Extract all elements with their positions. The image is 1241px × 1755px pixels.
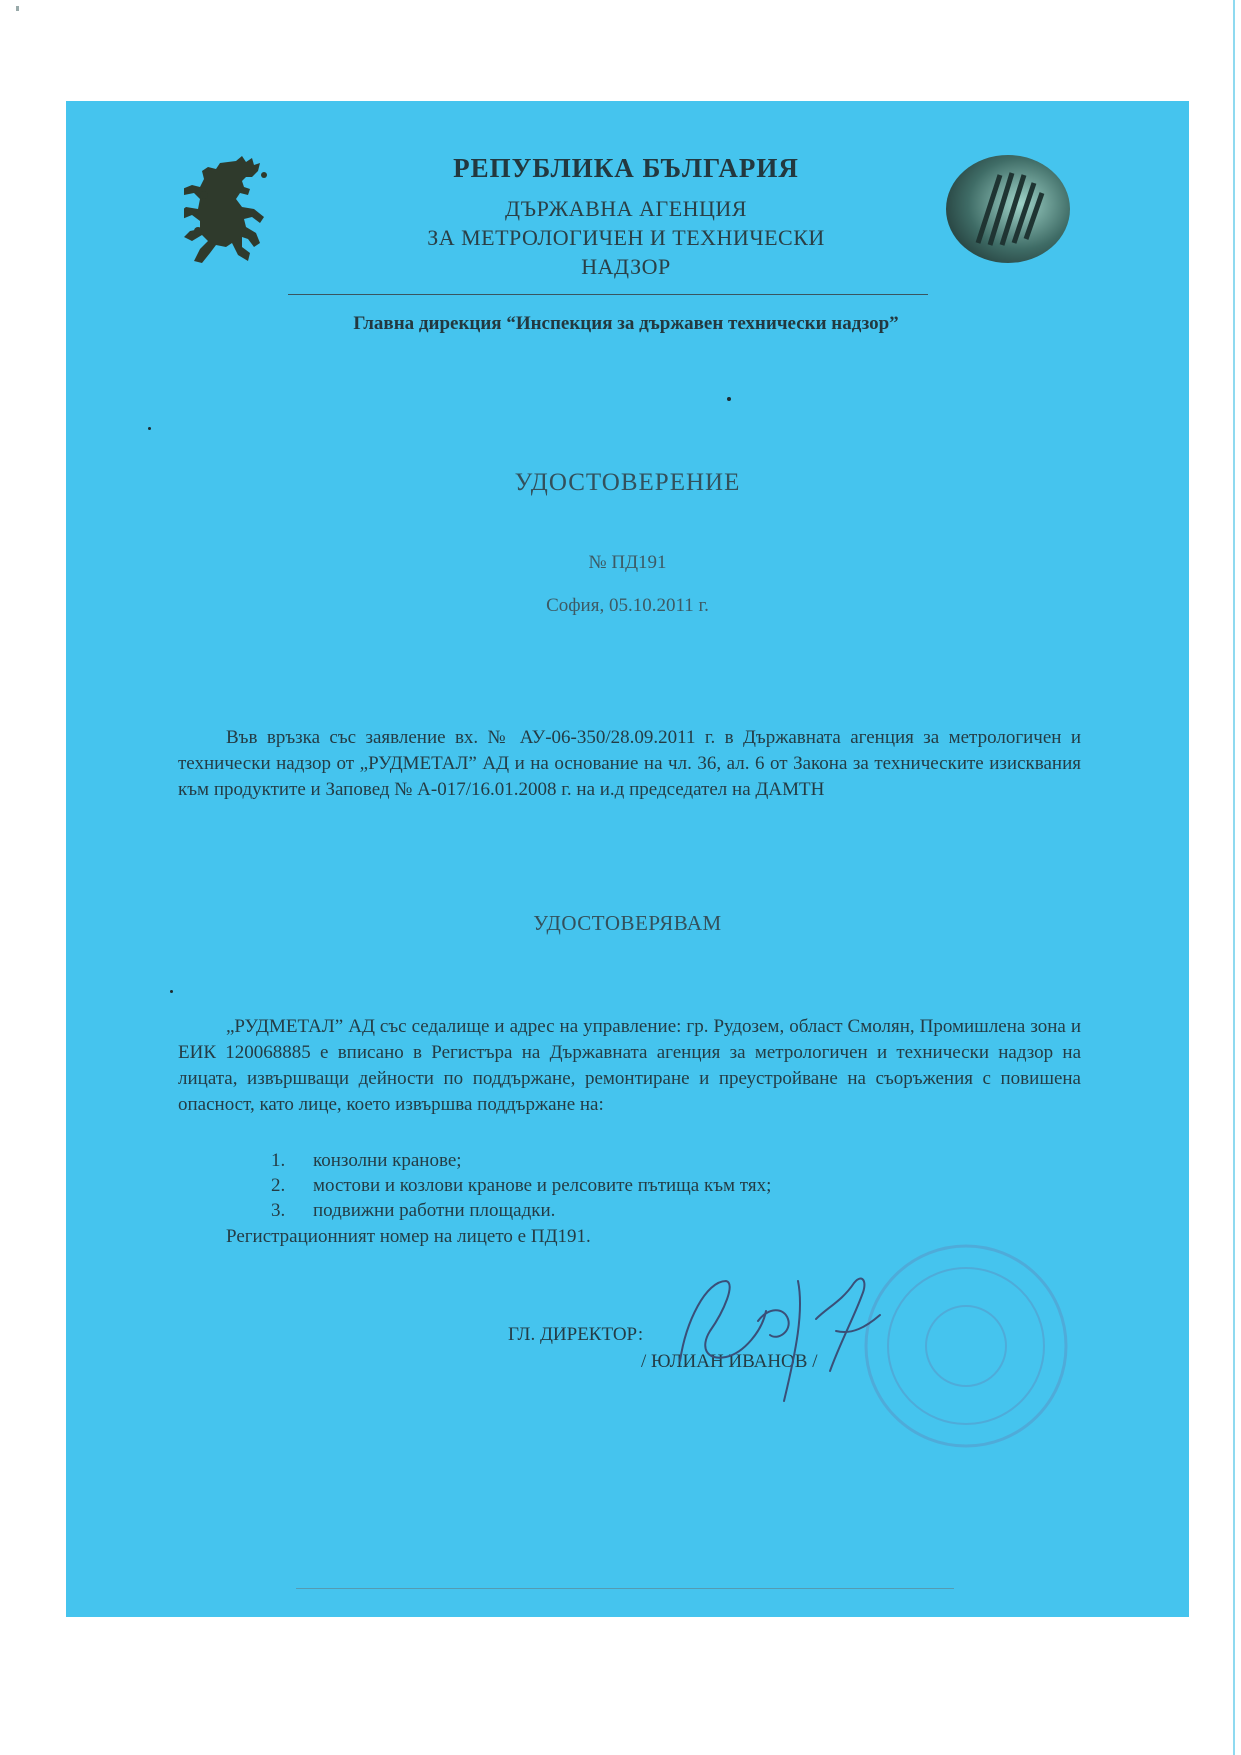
certificate-sheet: [66, 101, 1189, 1617]
list-item-text: конзолни кранове;: [313, 1150, 462, 1171]
statement-paragraph: „РУДМЕТАЛ” АД със седалище и адрес на управление: гр. Рудозем, област Смолян, Промишлена зона и ЕИК 120068885 е вписано в Регистъра на Държавната агенция за метрологичен и технически надзор на лицата, извършващи дейности по поддържане, ремонтиране и преустройване на съоръжения с повишена опасност, като лице, което извършва поддържане на:: [178, 1016, 1081, 1115]
list-item-number: 3.: [271, 1200, 286, 1221]
handwritten-signature-icon: [666, 1261, 896, 1411]
certificate-place-date: София, 05.10.2011 г.: [546, 595, 709, 616]
header-agency: [226, 194, 1026, 281]
signatory-title: ГЛ. ДИРЕКТОР:: [508, 1324, 644, 1345]
agency-line-2: ЗА МЕТРОЛОГИЧЕН И ТЕХНИЧЕСКИ: [427, 225, 825, 250]
header-divider: [288, 294, 928, 295]
list-item: [271, 1198, 771, 1223]
list-item-number: 2.: [271, 1175, 286, 1196]
certificate-title: УДОСТОВЕРЕНИЕ: [514, 469, 741, 496]
agency-line-3: НАДЗОР: [581, 254, 671, 279]
header-directorate: Главна дирекция “Инспекция за държавен технически надзор”: [353, 313, 899, 334]
scan-edge-line: [1233, 0, 1235, 1755]
activities-list: [271, 1148, 771, 1223]
agency-line-1: ДЪРЖАВНА АГЕНЦИЯ: [505, 196, 747, 221]
footer-divider: [296, 1588, 954, 1589]
list-item: [271, 1173, 771, 1198]
header-country: РЕПУБЛИКА БЪЛГАРИЯ: [453, 153, 799, 183]
certificate-number: № ПД191: [588, 552, 667, 573]
scan-speck: [170, 990, 173, 993]
scan-artifact: [16, 6, 19, 11]
list-item: [271, 1148, 771, 1173]
scan-speck: [727, 397, 731, 401]
registration-line: Регистрационният номер на лицето е ПД191.: [226, 1226, 591, 1247]
signatory-name: / ЮЛИАН ИВАНОВ /: [641, 1351, 818, 1372]
intro-paragraph: Във връзка със заявление вх. № АУ-06-350/28.09.2011 г. в Държавната агенция за метрологичен и технически надзор от „РУДМЕТАЛ” АД и на основание на чл. 36, ал. 6 от Закона за техническите изисквания към продуктите и Заповед № А-017/16.01.2008 г. на и.д председател на ДАМТН: [178, 727, 1081, 800]
list-item-text: мостови и козлови кранове и релсовите пътища към тях;: [313, 1175, 772, 1196]
declaration-heading: УДОСТОВЕРЯВАМ: [533, 911, 722, 935]
list-item-text: подвижни работни площадки.: [313, 1200, 556, 1221]
list-item-number: 1.: [271, 1150, 286, 1171]
scan-speck: [148, 427, 151, 430]
